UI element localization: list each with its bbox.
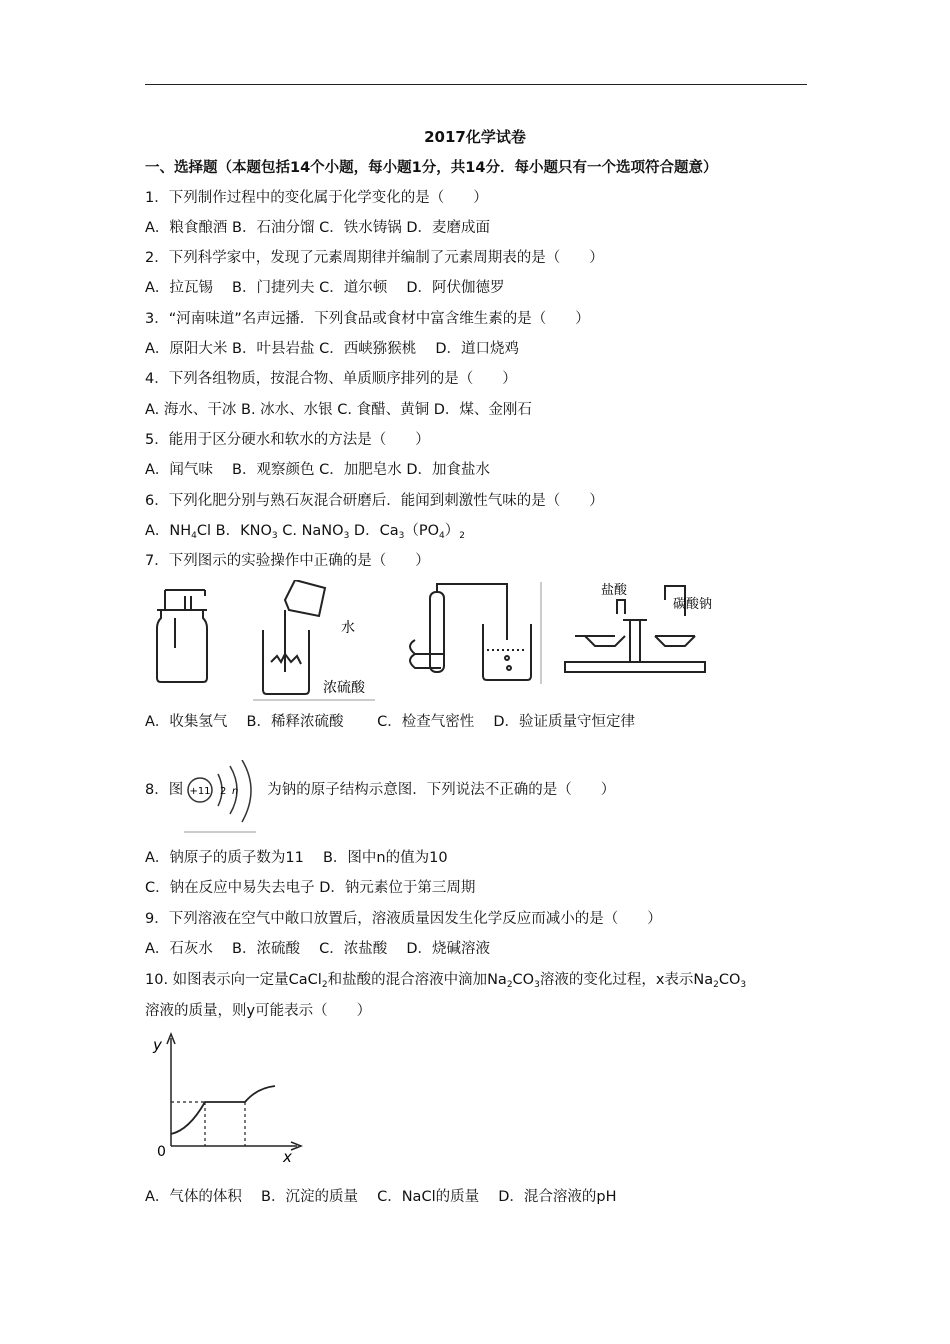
- section-heading: 一、选择题（本题包括14个小题，每小题1分，共14分．每小题只有一个选项符合题意）: [145, 160, 718, 176]
- q10-graph: [145, 1030, 305, 1165]
- q8-options-1: A．钠原子的质子数为11 B．图中n的值为10: [145, 850, 448, 866]
- q6-stem: 6．下列化肥分别与熟石灰混合研磨后．能闻到刺激性气味的是（ ）: [145, 493, 604, 509]
- label-na2co3: 碳酸钠: [673, 597, 713, 612]
- axis-x-label: x: [283, 1148, 292, 1165]
- q6-options: A．$NH_4Cl$ B．$KNO_3$ C. NaNO$_3$ D．$Ca_3(PO_4)_2$: [145, 523, 465, 541]
- svg-text:n: n: [232, 786, 239, 797]
- curve: [171, 1086, 275, 1134]
- label-acid: 浓硫酸: [323, 680, 365, 696]
- q9-options: A．石灰水 B．浓硫酸 C．浓盐酸 D．烧碱溶液: [145, 941, 490, 957]
- q10-stem-2: 溶液的质量，则y可能表示（ ）: [145, 1003, 372, 1019]
- svg-text:2: 2: [220, 786, 227, 797]
- q2-options: A．拉瓦锡 B．门捷列夫 C．道尔顿 D．阿伏伽德罗: [145, 280, 505, 296]
- q8-options-2: C．钠在反应中易失去电子 D．钠元素位于第三周期: [145, 880, 476, 896]
- label-water: 水: [341, 620, 355, 636]
- q4-options: A. 海水、干冰 B. 冰水、水银 C. 食醋、黄铜 D．煤、金刚石: [145, 402, 532, 418]
- q10-stem: 10. 如图表示向一定量CaCl$_2$和盐酸的混合溶液中滴加$Na_2CO_3$溶液的变化过程，x表示$Na_2CO_3$: [145, 972, 747, 990]
- q1-stem: 1．下列制作过程中的变化属于化学变化的是（ ）: [145, 190, 488, 206]
- header-rule: [145, 84, 807, 85]
- q7-stem: 7．下列图示的实验操作中正确的是（ ）: [145, 553, 430, 569]
- gas-bottle-icon: [157, 590, 207, 682]
- q9-stem: 9．下列溶液在空气中敞口放置后，溶液质量因发生化学反应而减小的是（ ）: [145, 911, 662, 927]
- atom-structure-icon: [184, 760, 259, 834]
- q3-stem: 3．“河南味道”名声远播．下列食品或食材中富含维生素的是（ ）: [145, 311, 590, 327]
- q4-stem: 4．下列各组物质，按混合物、单质顺序排列的是（ ）: [145, 371, 517, 387]
- airtight-check-icon: [410, 584, 531, 680]
- q5-options: A．闻气味 B．观察颜色 C．加肥皂水 D．加食盐水: [145, 462, 490, 478]
- svg-text:+11: +11: [189, 786, 211, 797]
- q3-options: A．原阳大米 B．叶县岩盐 C．西峡猕猴桃 D．道口烧鸡: [145, 341, 519, 357]
- q1-options: A．粮食酿酒 B．石油分馏 C．铁水铸锅 D．麦磨成面: [145, 220, 490, 236]
- beaker-dilution-icon: [263, 580, 325, 694]
- q2-stem: 2．下列科学家中，发现了元素周期律并编制了元素周期表的是（ ）: [145, 250, 604, 266]
- q7-options: A．收集氢气 B．稀释浓硫酸 C．检查气密性 D．验证质量守恒定律: [145, 714, 635, 730]
- q7-figure: [145, 580, 725, 705]
- origin-label: 0: [157, 1144, 166, 1160]
- axis-y-label: y: [153, 1036, 162, 1054]
- page-title: 2017化学试卷: [424, 128, 526, 146]
- q5-stem: 5．能用于区分硬水和软水的方法是（ ）: [145, 432, 430, 448]
- q8-stem: 8．图 为钠的原子结构示意图．下列说法不正确的是（ ）: [145, 782, 616, 798]
- label-hcl: 盐酸: [601, 583, 628, 598]
- q10-options: A．气体的体积 B．沉淀的质量 C．NaCl的质量 D．混合溶液的pH: [145, 1189, 617, 1205]
